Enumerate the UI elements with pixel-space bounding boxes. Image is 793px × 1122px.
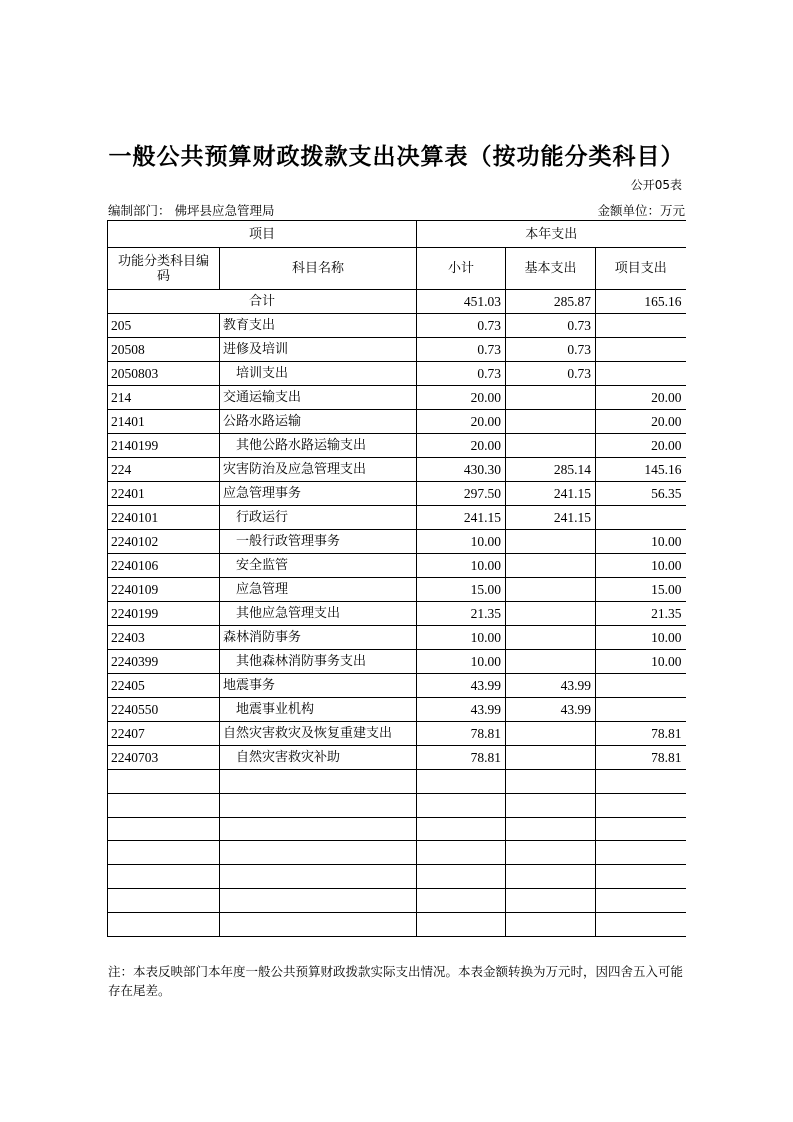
row-name: 地震事业机构 bbox=[220, 698, 417, 722]
header-name: 科目名称 bbox=[220, 248, 417, 290]
total-basic: 285.87 bbox=[506, 290, 596, 314]
row-project: 20.00 bbox=[596, 410, 686, 434]
meta-line bbox=[108, 201, 685, 219]
form-number: 公开05表 bbox=[630, 178, 682, 192]
empty-subtotal bbox=[417, 888, 506, 912]
row-code: 2240102 bbox=[108, 530, 220, 554]
table-row bbox=[108, 458, 686, 482]
row-name: 其他森林消防事务支出 bbox=[220, 650, 417, 674]
table-row bbox=[108, 650, 686, 674]
row-subtotal: 0.73 bbox=[417, 314, 506, 338]
row-code: 2240106 bbox=[108, 554, 220, 578]
row-project: 10.00 bbox=[596, 626, 686, 650]
total-row bbox=[108, 290, 686, 314]
empty-name bbox=[220, 793, 417, 817]
department bbox=[108, 201, 275, 219]
table-row bbox=[108, 386, 686, 410]
table-row bbox=[108, 554, 686, 578]
empty-name bbox=[220, 888, 417, 912]
header-subtotal: 小计 bbox=[417, 248, 506, 290]
row-basic bbox=[506, 746, 596, 770]
empty-code bbox=[108, 817, 220, 841]
row-code: 2140199 bbox=[108, 434, 220, 458]
row-subtotal: 20.00 bbox=[417, 434, 506, 458]
row-basic bbox=[506, 386, 596, 410]
row-basic bbox=[506, 626, 596, 650]
page-title: 一般公共预算财政拨款支出决算表（按功能分类科目） bbox=[108, 144, 685, 170]
amount-unit: 金额单位：万元 bbox=[597, 203, 685, 218]
table-row bbox=[108, 722, 686, 746]
row-code: 22405 bbox=[108, 674, 220, 698]
row-basic: 43.99 bbox=[506, 698, 596, 722]
table-row bbox=[108, 626, 686, 650]
row-subtotal: 10.00 bbox=[417, 626, 506, 650]
row-name: 一般行政管理事务 bbox=[220, 530, 417, 554]
empty-project bbox=[596, 888, 686, 912]
empty-basic bbox=[506, 817, 596, 841]
row-basic: 285.14 bbox=[506, 458, 596, 482]
empty-basic bbox=[506, 888, 596, 912]
row-code: 205 bbox=[108, 314, 220, 338]
empty-row bbox=[108, 770, 686, 794]
row-code: 2240550 bbox=[108, 698, 220, 722]
row-name: 自然灾害救灾及恢复重建支出 bbox=[220, 722, 417, 746]
row-basic bbox=[506, 722, 596, 746]
empty-basic bbox=[506, 912, 596, 936]
row-basic: 241.15 bbox=[506, 482, 596, 506]
row-subtotal: 78.81 bbox=[417, 746, 506, 770]
row-name: 地震事务 bbox=[220, 674, 417, 698]
empty-name bbox=[220, 841, 417, 865]
empty-row bbox=[108, 817, 686, 841]
row-project bbox=[596, 506, 686, 530]
row-basic bbox=[506, 410, 596, 434]
empty-row bbox=[108, 865, 686, 889]
row-name: 其他公路水路运输支出 bbox=[220, 434, 417, 458]
total-label: 合计 bbox=[108, 290, 417, 314]
row-basic bbox=[506, 530, 596, 554]
table-row bbox=[108, 602, 686, 626]
row-name: 公路水路运输 bbox=[220, 410, 417, 434]
row-code: 2240109 bbox=[108, 578, 220, 602]
row-code: 2240199 bbox=[108, 602, 220, 626]
row-project: 10.00 bbox=[596, 554, 686, 578]
row-name: 进修及培训 bbox=[220, 338, 417, 362]
footnote: 注：本表反映部门本年度一般公共预算财政拨款实际支出情况。本表金额转换为万元时，因四舍五入可能存在尾差。 bbox=[108, 964, 684, 998]
total-subtotal: 451.03 bbox=[417, 290, 506, 314]
empty-code bbox=[108, 841, 220, 865]
row-subtotal: 43.99 bbox=[417, 698, 506, 722]
empty-basic bbox=[506, 770, 596, 794]
empty-subtotal bbox=[417, 817, 506, 841]
row-name: 森林消防事务 bbox=[220, 626, 417, 650]
row-basic: 0.73 bbox=[506, 314, 596, 338]
row-basic: 0.73 bbox=[506, 362, 596, 386]
empty-code bbox=[108, 912, 220, 936]
empty-row bbox=[108, 888, 686, 912]
row-subtotal: 20.00 bbox=[417, 410, 506, 434]
table-row bbox=[108, 578, 686, 602]
table-row bbox=[108, 434, 686, 458]
row-name: 教育支出 bbox=[220, 314, 417, 338]
header-project-expense: 项目支出 bbox=[596, 248, 686, 290]
row-subtotal: 78.81 bbox=[417, 722, 506, 746]
row-code: 214 bbox=[108, 386, 220, 410]
row-subtotal: 297.50 bbox=[417, 482, 506, 506]
empty-subtotal bbox=[417, 865, 506, 889]
empty-subtotal bbox=[417, 770, 506, 794]
row-code: 2050803 bbox=[108, 362, 220, 386]
department-label: 编制部门： bbox=[108, 203, 171, 218]
table-row bbox=[108, 746, 686, 770]
header-annual-expense: 本年支出 bbox=[417, 221, 686, 248]
row-project: 10.00 bbox=[596, 530, 686, 554]
empty-project bbox=[596, 912, 686, 936]
row-subtotal: 43.99 bbox=[417, 674, 506, 698]
empty-name bbox=[220, 865, 417, 889]
row-subtotal: 241.15 bbox=[417, 506, 506, 530]
row-code: 22403 bbox=[108, 626, 220, 650]
empty-subtotal bbox=[417, 793, 506, 817]
row-name: 培训支出 bbox=[220, 362, 417, 386]
empty-code bbox=[108, 865, 220, 889]
header-code: 功能分类科目编码 bbox=[108, 248, 220, 290]
empty-basic bbox=[506, 865, 596, 889]
header-row-1 bbox=[108, 221, 686, 248]
empty-basic bbox=[506, 841, 596, 865]
row-code: 2240101 bbox=[108, 506, 220, 530]
row-subtotal: 10.00 bbox=[417, 554, 506, 578]
empty-code bbox=[108, 793, 220, 817]
row-subtotal: 430.30 bbox=[417, 458, 506, 482]
empty-name bbox=[220, 817, 417, 841]
table-row bbox=[108, 362, 686, 386]
empty-project bbox=[596, 770, 686, 794]
table-row bbox=[108, 674, 686, 698]
table-row bbox=[108, 338, 686, 362]
empty-project bbox=[596, 793, 686, 817]
table-row bbox=[108, 506, 686, 530]
row-subtotal: 0.73 bbox=[417, 362, 506, 386]
header-row-2 bbox=[108, 248, 686, 290]
row-project bbox=[596, 674, 686, 698]
empty-basic bbox=[506, 793, 596, 817]
row-subtotal: 10.00 bbox=[417, 650, 506, 674]
empty-subtotal bbox=[417, 841, 506, 865]
empty-subtotal bbox=[417, 912, 506, 936]
row-project bbox=[596, 362, 686, 386]
row-subtotal: 21.35 bbox=[417, 602, 506, 626]
row-project: 10.00 bbox=[596, 650, 686, 674]
row-subtotal: 20.00 bbox=[417, 386, 506, 410]
table-row bbox=[108, 410, 686, 434]
row-subtotal: 10.00 bbox=[417, 530, 506, 554]
empty-row bbox=[108, 912, 686, 936]
header-project: 项目 bbox=[108, 221, 417, 248]
total-project: 165.16 bbox=[596, 290, 686, 314]
row-name: 交通运输支出 bbox=[220, 386, 417, 410]
row-project bbox=[596, 314, 686, 338]
row-basic: 0.73 bbox=[506, 338, 596, 362]
row-project: 78.81 bbox=[596, 722, 686, 746]
expense-table bbox=[107, 220, 686, 937]
row-project: 20.00 bbox=[596, 386, 686, 410]
row-code: 224 bbox=[108, 458, 220, 482]
table-row bbox=[108, 314, 686, 338]
row-project: 21.35 bbox=[596, 602, 686, 626]
empty-name bbox=[220, 912, 417, 936]
empty-row bbox=[108, 793, 686, 817]
row-name: 应急管理 bbox=[220, 578, 417, 602]
empty-project bbox=[596, 865, 686, 889]
row-project: 20.00 bbox=[596, 434, 686, 458]
row-project: 145.16 bbox=[596, 458, 686, 482]
row-subtotal: 0.73 bbox=[417, 338, 506, 362]
empty-name bbox=[220, 770, 417, 794]
row-name: 行政运行 bbox=[220, 506, 417, 530]
row-name: 灾害防治及应急管理支出 bbox=[220, 458, 417, 482]
empty-code bbox=[108, 888, 220, 912]
row-code: 22407 bbox=[108, 722, 220, 746]
row-code: 20508 bbox=[108, 338, 220, 362]
row-name: 自然灾害救灾补助 bbox=[220, 746, 417, 770]
header-basic: 基本支出 bbox=[506, 248, 596, 290]
empty-code bbox=[108, 770, 220, 794]
table-row bbox=[108, 530, 686, 554]
row-basic bbox=[506, 554, 596, 578]
empty-project bbox=[596, 817, 686, 841]
row-basic bbox=[506, 602, 596, 626]
empty-row bbox=[108, 841, 686, 865]
department-name: 佛坪县应急管理局 bbox=[174, 203, 275, 218]
row-project: 15.00 bbox=[596, 578, 686, 602]
row-name: 应急管理事务 bbox=[220, 482, 417, 506]
row-basic: 241.15 bbox=[506, 506, 596, 530]
row-subtotal: 15.00 bbox=[417, 578, 506, 602]
row-code: 22401 bbox=[108, 482, 220, 506]
row-basic bbox=[506, 434, 596, 458]
row-project: 56.35 bbox=[596, 482, 686, 506]
table-row bbox=[108, 482, 686, 506]
row-name: 其他应急管理支出 bbox=[220, 602, 417, 626]
row-name: 安全监管 bbox=[220, 554, 417, 578]
row-code: 2240399 bbox=[108, 650, 220, 674]
row-basic bbox=[506, 578, 596, 602]
row-project: 78.81 bbox=[596, 746, 686, 770]
row-basic: 43.99 bbox=[506, 674, 596, 698]
row-code: 2240703 bbox=[108, 746, 220, 770]
empty-project bbox=[596, 841, 686, 865]
row-project bbox=[596, 338, 686, 362]
row-project bbox=[596, 698, 686, 722]
row-code: 21401 bbox=[108, 410, 220, 434]
table-row bbox=[108, 698, 686, 722]
row-basic bbox=[506, 650, 596, 674]
